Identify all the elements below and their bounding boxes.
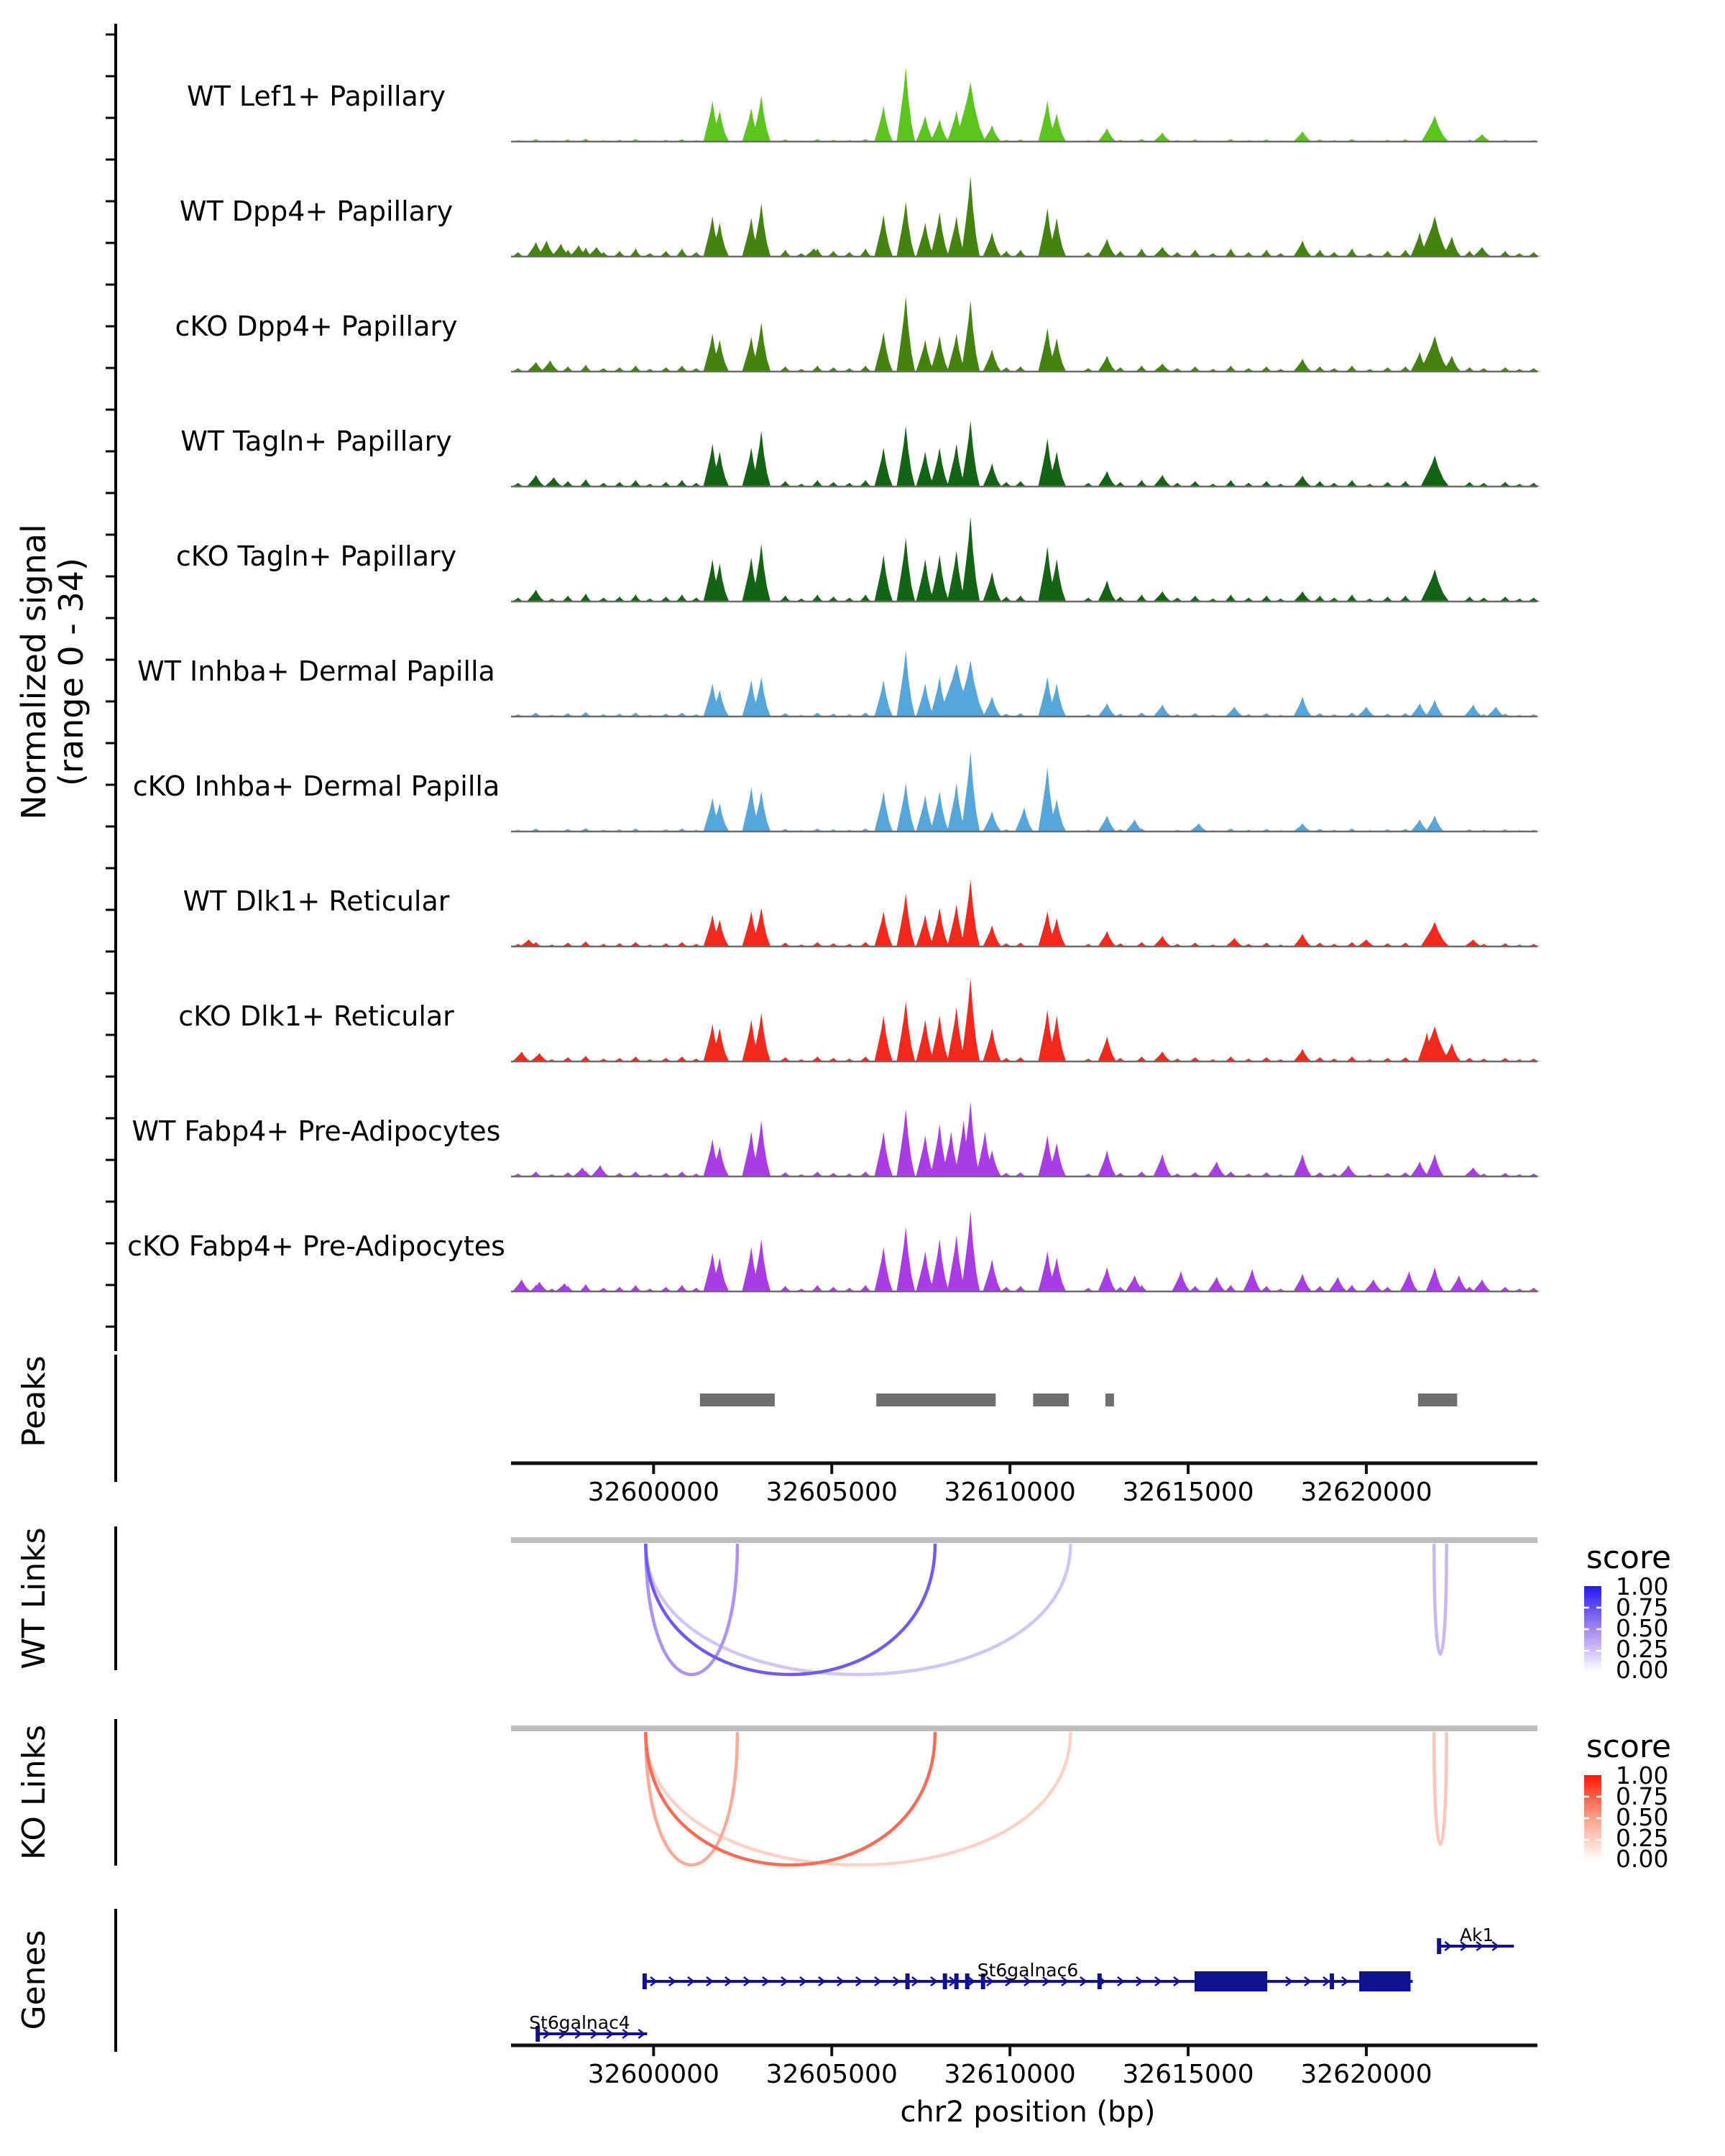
coverage-signal-area xyxy=(511,176,1540,257)
legend-tick-label: 0.00 xyxy=(1616,1845,1669,1873)
link-arc xyxy=(1434,1544,1446,1654)
peaks-section-label: Peaks xyxy=(16,1355,52,1447)
axis-tick-label: 32605000 xyxy=(765,2060,898,2089)
y-axis-label-line2: (range 0 - 34) xyxy=(52,558,91,786)
gene-name-label: Ak1 xyxy=(1459,1925,1494,1945)
genes-section-label: Genes xyxy=(16,1930,52,2030)
peaks-track xyxy=(700,1393,1458,1406)
coverage-signal-area xyxy=(511,1211,1540,1291)
gene xyxy=(529,2012,647,2042)
coverage-track-row xyxy=(187,68,1540,142)
coverage-signal-area xyxy=(511,517,1540,602)
gene-exon-tick xyxy=(643,1973,647,1989)
coverage-signal-area xyxy=(511,297,1540,372)
axis-tick-label: 32610000 xyxy=(944,1478,1076,1507)
wt-links-panel xyxy=(511,1540,1537,1674)
track-label: WT Lef1+ Papillary xyxy=(187,80,446,112)
legend-tick-label: 0.50 xyxy=(1616,1614,1669,1642)
coverage-track-row xyxy=(133,751,1540,831)
gene xyxy=(643,1960,1413,1991)
peak-interval xyxy=(700,1393,775,1406)
coverage-signal-area xyxy=(511,420,1540,487)
ko-score-legend xyxy=(1584,1761,1668,1873)
track-label: WT Fabp4+ Pre-Adipocytes xyxy=(132,1115,501,1147)
peak-interval xyxy=(876,1393,995,1406)
track-label: WT Dpp4+ Papillary xyxy=(179,195,454,227)
position-axis-bottom xyxy=(511,2045,1537,2089)
legend-tick-label: 1.00 xyxy=(1616,1572,1669,1600)
track-label: cKO Inhba+ Dermal Papilla xyxy=(132,770,500,802)
legend-tick-label: 1.00 xyxy=(1616,1761,1669,1789)
axis-tick-label: 32605000 xyxy=(765,1478,898,1507)
link-arc xyxy=(645,1544,737,1674)
gene xyxy=(1437,1925,1514,1954)
coverage-signal-area xyxy=(511,978,1540,1061)
position-axis-top xyxy=(511,1463,1537,1507)
gene-exon-tick xyxy=(943,1973,947,1989)
coverage-signal-area xyxy=(511,880,1540,946)
link-arc xyxy=(645,1732,935,1865)
coverage-track-row xyxy=(183,880,1540,946)
legend-tick-label: 0.00 xyxy=(1616,1656,1669,1684)
gene-exon-box xyxy=(1359,1971,1410,1991)
track-label: cKO Fabp4+ Pre-Adipocytes xyxy=(127,1230,505,1262)
link-arc xyxy=(645,1544,935,1674)
signal-y-axis xyxy=(106,24,116,1351)
gene-exon-box xyxy=(1195,1971,1267,1991)
peak-interval xyxy=(1105,1393,1114,1406)
track-label: WT Inhba+ Dermal Papilla xyxy=(137,655,495,687)
link-arc xyxy=(1434,1732,1446,1845)
coverage-signal-area xyxy=(511,68,1540,142)
coverage-track-row xyxy=(132,1102,1540,1176)
coverage-track-row xyxy=(176,517,1540,602)
gene-name-label: St6galnac4 xyxy=(529,2012,630,2033)
coverage-track-row xyxy=(178,978,1540,1061)
axis-tick-label: 32610000 xyxy=(944,2060,1076,2089)
coverage-track-row xyxy=(180,176,1540,257)
axis-tick-label: 32620000 xyxy=(1300,2060,1432,2089)
coverage-signal-area xyxy=(511,751,1540,831)
coverage-track-row xyxy=(175,297,1540,372)
genes-track xyxy=(529,1925,1514,2042)
gene-exon-tick xyxy=(1437,1938,1441,1954)
link-arc xyxy=(645,1732,737,1865)
coverage-tracks xyxy=(127,68,1540,1291)
wt-links-section-label: WT Links xyxy=(16,1527,52,1669)
peak-interval xyxy=(1418,1393,1458,1406)
track-label: cKO Dlk1+ Reticular xyxy=(178,1000,454,1032)
legend-tick-label: 0.25 xyxy=(1616,1635,1669,1663)
coverage-track-row xyxy=(180,420,1540,487)
gene-exon-tick xyxy=(906,1973,910,1989)
coverage-track-row xyxy=(127,1211,1540,1291)
ko-legend-title: score xyxy=(1586,1728,1672,1765)
gene-name-label: St6galnac6 xyxy=(977,1960,1079,1981)
coverage-track-row xyxy=(137,650,1540,717)
axis-tick-label: 32615000 xyxy=(1122,1478,1254,1507)
gene-exon-tick xyxy=(1098,1973,1102,1989)
ko-links-section-label: KO Links xyxy=(16,1724,52,1861)
track-label: WT Dlk1+ Reticular xyxy=(183,885,450,917)
track-label: cKO Tagln+ Papillary xyxy=(175,540,457,572)
axis-tick-label: 32600000 xyxy=(587,2060,719,2089)
axis-tick-label: 32615000 xyxy=(1122,2060,1254,2089)
x-axis-title: chr2 position (bp) xyxy=(900,2096,1156,2129)
legend-tick-label: 0.75 xyxy=(1616,1782,1669,1810)
peak-interval xyxy=(1033,1393,1069,1406)
coverage-signal-area xyxy=(511,650,1540,717)
axis-tick-label: 32600000 xyxy=(587,1478,719,1507)
coverage-signal-area xyxy=(511,1102,1540,1176)
legend-tick-label: 0.75 xyxy=(1616,1593,1669,1621)
track-label: cKO Dpp4+ Papillary xyxy=(175,310,458,342)
ko-links-panel xyxy=(511,1728,1537,1865)
y-axis-label-line1: Normalized signal xyxy=(14,524,53,820)
gene-exon-tick xyxy=(965,1973,970,1989)
wt-score-legend xyxy=(1584,1572,1668,1684)
track-label: WT Tagln+ Papillary xyxy=(180,425,452,457)
legend-tick-label: 0.50 xyxy=(1616,1803,1669,1831)
wt-legend-title: score xyxy=(1586,1539,1672,1576)
legend-tick-label: 0.25 xyxy=(1616,1824,1669,1852)
axis-tick-label: 32620000 xyxy=(1300,1478,1432,1507)
